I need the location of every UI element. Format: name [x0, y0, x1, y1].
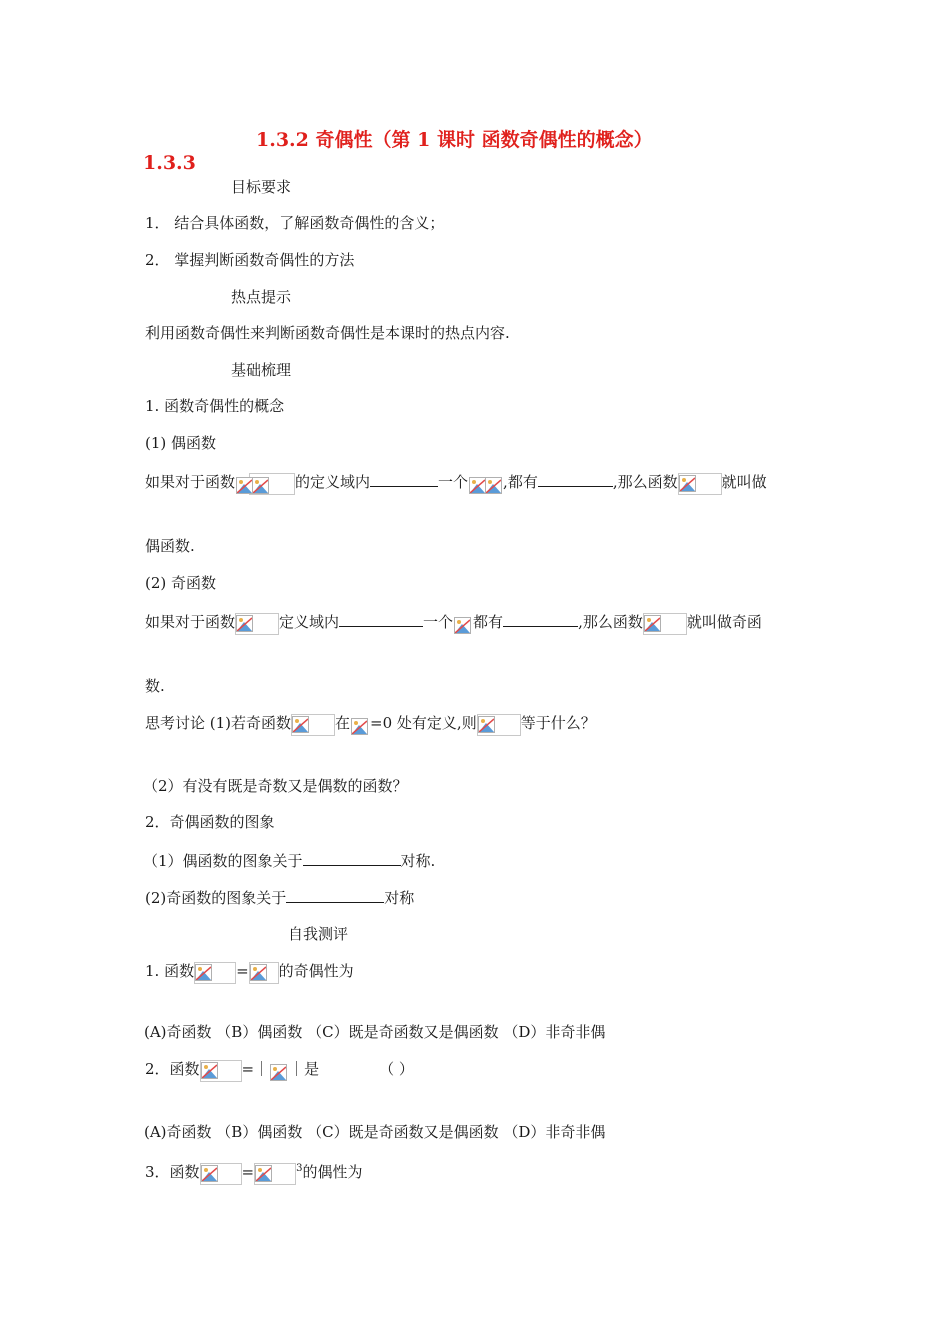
broken-image-icon [478, 716, 495, 733]
text-segment: (2)奇函数的图象关于 [145, 889, 287, 907]
odd-definition-line [145, 610, 762, 636]
broken-image-icon [195, 964, 212, 981]
odd-function-label: (2) 奇函数 [145, 574, 217, 592]
formula-image [291, 713, 335, 737]
text-segment: 一个 [423, 613, 454, 631]
formula-image [249, 961, 279, 985]
broken-image-icon [469, 477, 486, 494]
broken-image-icon [292, 716, 309, 733]
broken-image-icon [201, 1062, 218, 1079]
text-segment: 的奇偶性为 [278, 962, 354, 980]
broken-image-icon [351, 718, 368, 735]
hotspot-heading: 热点提示 [231, 288, 292, 306]
test-question-1 [145, 961, 354, 985]
broken-image-icon [485, 477, 502, 494]
section-number: 1.3.3 [143, 152, 196, 174]
text-segment: 就叫做奇函 [686, 613, 762, 631]
broken-image-icon [250, 964, 267, 981]
text-segment: 定义域内 [279, 613, 340, 631]
text-segment: ｜是 [289, 1060, 320, 1078]
formula-image [269, 1059, 289, 1083]
text-segment: 1. 函数 [145, 962, 195, 980]
formula-image [200, 1162, 242, 1186]
text-segment: 在 [335, 714, 351, 732]
fill-blank [286, 886, 384, 903]
think-question-1 [145, 713, 596, 737]
test-options-1: (A)奇函数 （B）偶函数 （C）既是奇函数又是偶函数 （D）非奇非偶 [144, 1023, 606, 1041]
formula-image [453, 612, 473, 636]
text-segment: ,那么函数 [578, 613, 643, 631]
graph-question-2 [145, 886, 414, 908]
text-segment: 如果对于函数 [145, 613, 236, 631]
basics-item-2: 2．奇偶函数的图象 [145, 813, 275, 831]
broken-image-icon [236, 477, 253, 494]
formula-image [468, 472, 503, 496]
even-function-label: (1) 偶函数 [145, 434, 217, 452]
text-segment: =0 处有定义,则 [370, 714, 477, 732]
text-segment: 如果对于函数 [145, 473, 236, 491]
formula-image [235, 612, 279, 636]
text-segment: 的偶性为 [302, 1163, 363, 1181]
basics-item-1: 1. 函数奇偶性的概念 [145, 397, 285, 415]
text-segment: 一个 [438, 473, 469, 491]
text-segment: 都有 [473, 613, 504, 631]
text-segment: 3．函数 [145, 1163, 200, 1181]
page-title: 1.3.2 奇偶性（第 1 课时 函数奇偶性的概念） [256, 129, 653, 151]
formula-image [200, 1059, 242, 1083]
broken-image-icon [270, 1064, 287, 1081]
fill-blank [538, 470, 613, 487]
goals-heading: 目标要求 [231, 178, 292, 196]
text-segment: 的定义域内 [295, 473, 371, 491]
goal-item-1: 1． 结合具体函数，了解函数奇偶性的含义； [145, 214, 445, 232]
broken-image-icon [679, 475, 696, 492]
self-test-heading: 自我测评 [288, 925, 349, 943]
odd-definition-cont: 数. [145, 677, 165, 695]
fill-blank [370, 470, 438, 487]
formula-image [678, 472, 722, 496]
fill-blank [339, 610, 423, 627]
broken-image-icon [644, 615, 661, 632]
formula-image [643, 612, 687, 636]
think-question-2: （2）有没有既是奇数又是偶数的函数？ [143, 777, 408, 795]
text-segment: 对称. [400, 852, 436, 870]
text-segment: 就叫做 [721, 473, 767, 491]
broken-image-icon [236, 615, 253, 632]
formula-image [235, 472, 295, 496]
text-segment: ,都有 [503, 473, 538, 491]
broken-image-icon [201, 1165, 218, 1182]
formula-image [254, 1162, 296, 1186]
broken-image-icon [252, 477, 269, 494]
text-segment: = [241, 1163, 255, 1181]
hotspot-text: 利用函数奇偶性来判断函数奇偶性是本课时的热点内容. [145, 324, 510, 342]
test-question-2 [145, 1059, 414, 1083]
fill-blank [303, 849, 401, 866]
test-question-3 [145, 1159, 363, 1186]
text-segment: = [236, 962, 249, 980]
answer-bracket: （ ） [379, 1060, 414, 1078]
text-segment: （1）偶函数的图象关于 [143, 852, 303, 870]
formula-image [477, 713, 521, 737]
broken-image-icon [255, 1165, 272, 1182]
graph-question-1 [143, 849, 435, 871]
fill-blank [503, 610, 578, 627]
text-segment: ,那么函数 [612, 473, 678, 491]
formula-image [350, 713, 370, 737]
broken-image-icon [454, 617, 471, 634]
test-options-2: (A)奇函数 （B）偶函数 （C）既是奇函数又是偶函数 （D）非奇非偶 [144, 1123, 606, 1141]
even-definition-cont: 偶函数. [145, 537, 195, 555]
formula-image [194, 961, 236, 985]
goal-item-2: 2． 掌握判断函数奇偶性的方法 [145, 251, 355, 269]
basics-heading: 基础梳理 [231, 361, 292, 379]
text-segment: =｜ [241, 1060, 270, 1078]
exponent: 3 [296, 1163, 303, 1174]
text-segment: 思考讨论 (1)若奇函数 [145, 714, 292, 732]
text-segment: 等于什么？ [520, 714, 596, 732]
text-segment: 2．函数 [145, 1060, 200, 1078]
even-definition-line [145, 470, 767, 496]
text-segment: 对称 [384, 889, 415, 907]
